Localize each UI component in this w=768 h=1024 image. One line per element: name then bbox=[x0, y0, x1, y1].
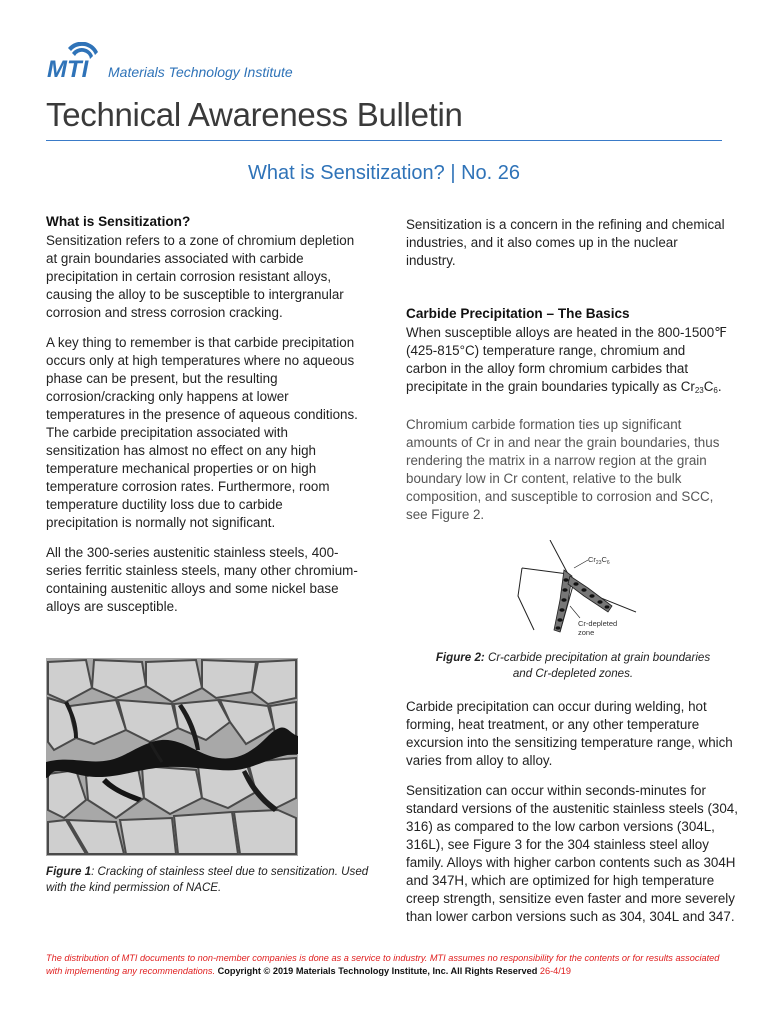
label-depleted-zone-1: Cr-depleted bbox=[578, 619, 618, 628]
org-name: Materials Technology Institute bbox=[108, 64, 293, 80]
figure-2-label: Figure 2: bbox=[435, 651, 485, 664]
right-column bbox=[406, 216, 728, 524]
formula: $Cr_{23}C_6$. bbox=[680, 379, 722, 395]
paragraph-chromium-depletion: Chromium carbide formation ties up significant amounts of Cr in and near the grain boundaries, thus rendering the matrix in a narrow region at the grain boundary low in Cr content, relative to the bulk composition, and susceptible to corrosion and SCC, see Figure 2. bbox=[406, 417, 720, 522]
label-depleted-zone-2: zone bbox=[578, 628, 595, 637]
bulletin-title: Technical Awareness Bulletin bbox=[46, 96, 463, 133]
section-heading-carbide: Carbide Precipitation – The Basics bbox=[406, 306, 630, 321]
grain-boundary-diagram bbox=[508, 540, 640, 642]
paragraph-timing: Sensitization can occur within seconds-minutes for standard versions of the austenitic stainless steels (304, 316) as compared to the low carbon versions (304L, 316L), see Figure 3 for the 304 stainless steel alloy family. Alloys with higher carbon contents such as 304H and 347H, which are optimized for high temperature creep strength, sensitize even faster and more severely than lower carbon versions such as 304, 304L and 347. bbox=[406, 783, 738, 924]
paragraph-key-thing: A key thing to remember is that carbide precipitation occurs only at high temperatures where no aqueous phase can be present, but the resulting corrosion/cracking only happens at lower temperatures in the presence of aqueous conditions. The carbide precipitation associated with sensitization has almost no effect on any high temperature mechanical properties or on high temperature corrosion rates. Furthermore, room temperature ductility loss due to carbide precipitation is normally not significant. bbox=[46, 335, 358, 530]
left-column bbox=[46, 212, 358, 616]
grain-boundary-line bbox=[522, 568, 568, 574]
figure-1-caption bbox=[46, 864, 376, 895]
paragraph-carbide-formation bbox=[406, 324, 728, 400]
copyright-text: Copyright © 2019 Materials Technology Institute, Inc. All Rights Reserved bbox=[215, 966, 538, 976]
section-heading-sensitization: What is Sensitization? bbox=[46, 214, 191, 229]
carbide-text: When susceptible alloys are heated in the 800-1500℉ (425-815°C) temperature range, chromium and carbon in the alloy form chromium carbides that precipitate in the grain boundaries typically as bbox=[406, 325, 727, 394]
figure-2-caption bbox=[406, 650, 740, 681]
footer-disclaimer bbox=[46, 952, 736, 978]
grain-boundary-line bbox=[550, 540, 568, 574]
figure-1-text: : Cracking of stainless steel due to sensitization. Used with the kind permission of NACE. bbox=[46, 865, 369, 894]
mti-logo bbox=[46, 42, 106, 82]
paragraph-susceptible-alloys: All the 300-series austenitic stainless steels, 400-series ferritic stainless steels, many other chromium-containing austenitic alloys and some nickel base alloys are susceptible. bbox=[46, 545, 358, 614]
label-carbide: $Cr_{23}C_6$ bbox=[588, 555, 610, 566]
figure-1-label: Figure 1 bbox=[46, 865, 92, 878]
figure-2-text-2: and Cr-depleted zones. bbox=[512, 666, 634, 680]
figure-2-text-1: Cr-carbide precipitation at grain boundaries bbox=[484, 651, 711, 664]
bulletin-subtitle: What is Sensitization? | No. 26 bbox=[248, 162, 520, 184]
disclaimer-text: The distribution of MTI documents to non-member companies is done as a service to industry. MTI assumes no responsibility for the contents or for results associated with implementing any recommendations. bbox=[46, 953, 720, 976]
micrograph-image bbox=[46, 658, 298, 856]
paragraph-definition: Sensitization refers to a zone of chromium depletion at grain boundaries associated with carbide precipitation in certain corrosion resistant alloys, causing the alloy to be susceptible to intergranular corrosion and stress corrosion cracking. bbox=[46, 233, 355, 320]
paragraph-when-precipitation: Carbide precipitation can occur during welding, hot forming, heat treatment, or any other temperature excursion into the sensitizing temperature range, which varies from alloy to alloy. bbox=[406, 699, 733, 768]
paragraph-industries: Sensitization is a concern in the refining and chemical industries, and it also comes up in the nuclear industry. bbox=[406, 217, 725, 268]
header-rule bbox=[46, 140, 722, 141]
document-code: 26-4/19 bbox=[537, 966, 572, 976]
grain-boundary-line bbox=[518, 568, 534, 630]
right-column-lower bbox=[406, 698, 740, 926]
logo-text: MTI bbox=[47, 56, 89, 82]
